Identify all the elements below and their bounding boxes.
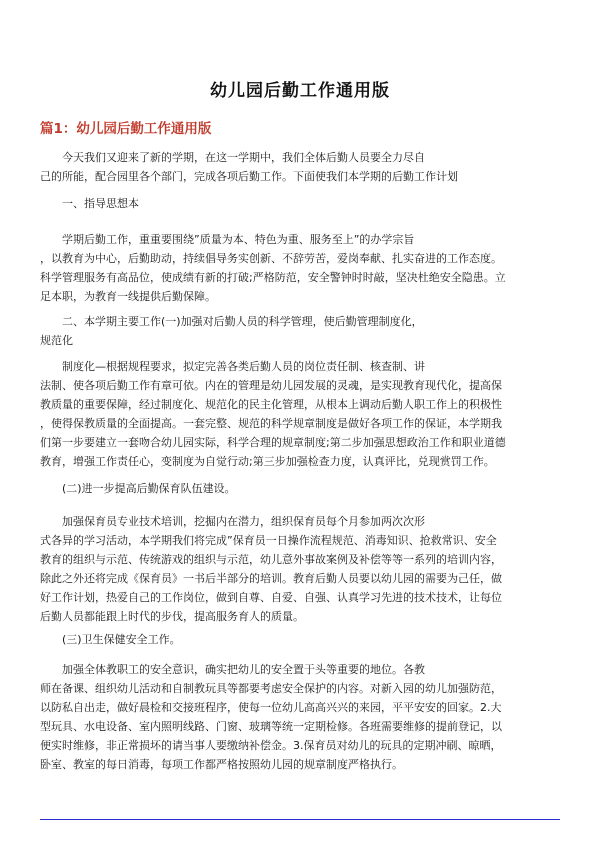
text-line: 法制、使各项后勤工作有章可依。内在的管理是幼儿园发展的灵魂，是实现教育现代化，提高保: [40, 379, 502, 392]
section1-heading: 一、指导思想本: [62, 197, 139, 210]
section4-heading: (三)卫生保健安全工作。: [62, 633, 181, 646]
text-line: 学期后勤工作，重重要围绕”质量为本、特色为重、服务至上”的办学宗旨: [62, 233, 415, 246]
text-line: ，以教育为中心，后勤助动，持续倡导务实创新、不辞劳苦，爱岗奉献、扎实奋进的工作态度。: [40, 252, 502, 265]
article-subtitle: 篇1：幼儿园后勤工作通用版: [40, 121, 212, 137]
text-line: 师在备课、组织幼儿活动和自制教玩具等都要考虑安全保护的内容。对新入园的幼儿加强防范，: [40, 682, 502, 695]
section3-heading: (二)进一步提高后勤保育队伍建设。: [62, 482, 236, 495]
text-line: 己的所能，配合园里各个部门，完成各项后勤工作。下面使我们本学期的后勤工作计划: [40, 170, 458, 183]
text-line: 以防私自出走，做好晨检和交接班程序，使每一位幼儿高高兴兴的来园，平平安安的回家。2.大: [40, 701, 502, 714]
intro-paragraph: [40, 148, 565, 186]
text-line: 教育，增强工作责任心，变制度为自觉行动;第三步加强检查力度，认真评比，兑现赏罚工作。: [40, 455, 495, 468]
text-line: 后勤人员都能跟上时代的步伐，提高服务育人的质量。: [40, 610, 304, 623]
text-line: 规范化: [40, 334, 73, 347]
document-title: 幼儿园后勤工作通用版: [210, 81, 390, 101]
text-line: 今天我们又迎来了新的学期，在这一学期中，我们全体后勤人员要全力尽自: [62, 151, 425, 164]
text-line: 除此之外还将完成《保育员》一书后半部分的培训。教育后勤人员要以幼儿园的需要为己任，做: [40, 572, 502, 585]
text-line: 足本职，为教育一线提供后勤保障。: [40, 290, 216, 303]
text-line: 制度化—根据规程要求，拟定完善各类后勤人员的岗位责任制、核查制、讲: [62, 360, 425, 373]
text-line: 二、本学期主要工作(一)加强对后勤人员的科学管理，使后勤管理制度化，: [62, 315, 423, 328]
text-line: 卧室、教室的每日消毒，每项工作都严格按照幼儿园的规章制度严格执行。: [40, 758, 403, 771]
text-line: 好工作计划，热爱自己的工作岗位，做到自尊、自爱、自强、认真学习先进的技术技术，让每位: [40, 591, 502, 604]
section1-paragraph: [40, 230, 565, 306]
text-line: 型玩具、水电设备、室内照明线路、门窗、玻璃等统一定期检修。各班需要维修的提前登记，以: [40, 720, 502, 733]
text-line: 便实时维修，非正常损坏的请当事人要缴纳补偿金。3.保育员对幼儿的玩具的定期冲刷、晾晒，: [40, 739, 502, 752]
text-line: 科学管理服务有高品位，使成绩有新的打破;严格防范，安全警钟时时敲，坚决杜绝安全隐患。立: [40, 271, 506, 284]
section3-paragraph: [40, 512, 565, 626]
section2-paragraph: [40, 357, 565, 471]
text-line: 加强全体教职工的安全意识，确实把幼儿的安全置于头等重要的地位。各教: [62, 663, 425, 676]
section2-heading: [40, 312, 565, 350]
text-line: 加强保育员专业技术培训，挖掘内在潜力，组织保育员每个月参加两次次形: [62, 515, 425, 528]
section4-paragraph: [40, 660, 565, 774]
bottom-divider: [40, 819, 560, 820]
text-line: 们第一步要建立一套吻合幼儿园实际，科学合理的规章制度;第二步加强思想政治工作和职业道德: [40, 436, 506, 449]
text-line: 教质量的重要保障，经过制度化、规范化的民主化管理，从根本上调动后勤人职工作上的积极性: [40, 398, 502, 411]
text-line: ，使得保教质量的全面提高。一套完整、规范的科学规章制度是做好各项工作的保证，本学期我: [40, 417, 502, 430]
text-line: 式各异的学习活动，本学期我们将完成”保育员一日操作流程规范、消毒知识、抢救常识、安全: [40, 534, 497, 547]
text-line: 教育的组织与示范、传统游戏的组织与示范，幼儿意外事故案例及补偿等等一系列的培训内容，: [40, 553, 502, 566]
